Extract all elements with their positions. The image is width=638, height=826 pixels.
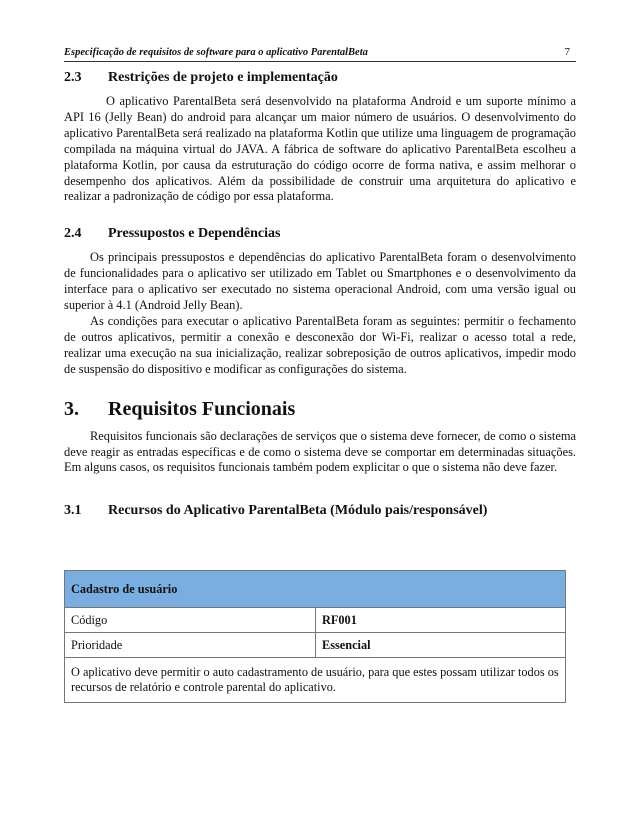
paragraph: As condições para executar o aplicativo ParentalBeta foram as seguintes: permitir o fechamento de outros aplicativos, permitir a conexão e desconexão dor Wi-Fi, realizar o acesso total a rede, realizar uma execução na sua inicialização, realizar sobreposição de outros aplicativos, impedir modo de suspensão do dispositivo e modificar as configurações do sistema. — [64, 313, 576, 376]
section-title: Recursos do Aplicativo ParentalBeta (Módulo pais/responsável) — [108, 503, 488, 519]
section-number: 2.4 — [64, 226, 82, 242]
section-number: 2.3 — [64, 70, 82, 85]
running-header-title: Especificação de requisitos de software para o aplicativo ParentalBeta — [64, 47, 368, 58]
section-number: 3.1 — [64, 503, 82, 519]
paragraph: O aplicativo ParentalBeta será desenvolvido na plataforma Android e um suporte mínimo a API 16 (Jelly Bean) do android para alcançar um maior número de usuários. O desenvolvimento do aplicativo ParentalBeta será realizado na plataforma Kotlin que utilize uma linguagem de programação compilada na máquina virtual do JAVA. A fábrica de software do aplicativo ParentalBeta escolheu a plataforma Kotlin, por causa da estruturação do código ocorre de forma nativa, e assim melhorar o desempenho dos aplicativos. Além da possibilidade de construir uma arquitetura do aplicativo e realizar a padronização de código por essa plataforma. — [64, 94, 576, 204]
section-heading-2-4 — [64, 226, 576, 242]
requirement-priority-row — [65, 633, 566, 658]
requirement-table-header-row — [65, 571, 566, 608]
section-title: Requisitos Funcionais — [108, 397, 296, 420]
section-title: Pressupostos e Dependências — [108, 226, 281, 242]
priority-label: Prioridade — [65, 633, 316, 658]
section-heading-3-1 — [64, 503, 576, 519]
code-value: RF001 — [316, 608, 566, 633]
requirement-name: Cadastro de usuário — [65, 571, 566, 608]
section-heading-2-3 — [64, 70, 576, 86]
code-label: Código — [65, 608, 316, 633]
priority-value: Essencial — [316, 633, 566, 658]
page-number: 7 — [564, 46, 570, 58]
paragraph: Requisitos funcionais são declarações de serviços que o sistema deve fornecer, de como o sistema deve reagir as entradas específicas e de como o sistema deve se comportar em determinadas situações. Em alguns casos, os requisitos funcionais também podem explicitar o que o sistema não deve fazer. — [64, 428, 576, 475]
running-header — [64, 46, 576, 62]
requirement-description: O aplicativo deve permitir o auto cadastramento de usuário, para que estes possam utilizar todos os recursos de relatório e controle parental do aplicativo. — [65, 658, 566, 703]
requirement-description-row — [65, 658, 566, 703]
paragraph: Os principais pressupostos e dependências do aplicativo ParentalBeta foram o desenvolvimento de funcionalidades para o aplicativo ser utilizado em Tablet ou Smartphones e o desenvolvimento da interface para o aplicativo ser executado no sistema operacional Android, com uma versão igual ou superior à 4.1 (Android Jelly Bean). — [64, 250, 576, 313]
section-number: 3. — [64, 397, 79, 420]
document-page — [64, 46, 576, 527]
section-heading-3 — [64, 398, 576, 421]
section-title: Restrições de projeto e implementação — [108, 70, 338, 85]
requirement-code-row — [65, 608, 566, 633]
requirement-table — [64, 570, 566, 703]
